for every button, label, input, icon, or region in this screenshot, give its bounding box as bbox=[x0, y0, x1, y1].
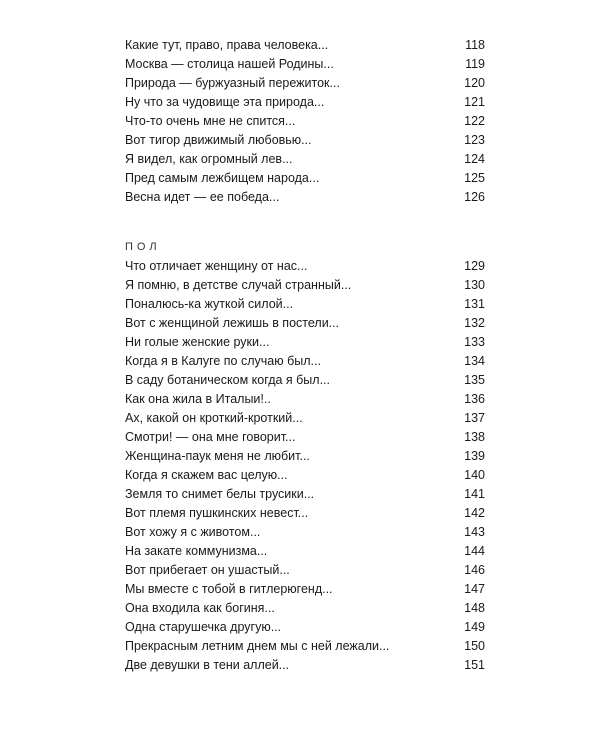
toc-entry-page: 133 bbox=[464, 335, 485, 349]
toc-entry bbox=[125, 93, 485, 112]
toc-entry-title: Когда я скажем вас целую... bbox=[125, 468, 288, 482]
toc-entry-page: 138 bbox=[464, 430, 485, 444]
toc-entry bbox=[125, 542, 485, 561]
toc-entry-page: 131 bbox=[464, 297, 485, 311]
toc-entry-title: Когда я в Калуге по случаю был... bbox=[125, 354, 321, 368]
toc-entry-page: 129 bbox=[464, 259, 485, 273]
toc-entry-page: 149 bbox=[464, 620, 485, 634]
toc-entry-page: 134 bbox=[464, 354, 485, 368]
toc-entry-title: Как она жила в Италыи!.. bbox=[125, 392, 271, 406]
toc-entry-page: 139 bbox=[464, 449, 485, 463]
toc-entry-page: 150 bbox=[464, 639, 485, 653]
toc-entry-title: Мы вместе с тобой в гитлерюгенд... bbox=[125, 582, 333, 596]
toc-entry bbox=[125, 447, 485, 466]
toc-group-1 bbox=[125, 36, 485, 207]
toc-entry-page: 142 bbox=[464, 506, 485, 520]
toc-entry-title: Весна идет — ее победа... bbox=[125, 190, 280, 204]
toc-entry-title: Какие тут, право, права человека... bbox=[125, 38, 329, 52]
toc-entry-title: Москва — столица нашей Родины... bbox=[125, 57, 334, 71]
toc-entry-title: Земля то снимет белы трусики... bbox=[125, 487, 315, 501]
toc-entry bbox=[125, 371, 485, 390]
section-gap bbox=[125, 207, 485, 238]
toc-entry-title: В саду ботаническом когда я был... bbox=[125, 373, 331, 387]
toc-entry bbox=[125, 333, 485, 352]
toc-entry-title: Что отличает женщину от нас... bbox=[125, 259, 308, 273]
toc-entry-title: Вот тигор движимый любовью... bbox=[125, 133, 312, 147]
toc-entry-page: 125 bbox=[464, 171, 485, 185]
toc-entry-page: 137 bbox=[464, 411, 485, 425]
toc-entry bbox=[125, 390, 485, 409]
toc-entry bbox=[125, 169, 485, 188]
toc-entry-title: Вот прибегает он ушастый... bbox=[125, 563, 290, 577]
toc-entry bbox=[125, 131, 485, 150]
toc-entry-title: Ни голые женские руки... bbox=[125, 335, 270, 349]
toc-entry-page: 141 bbox=[464, 487, 485, 501]
toc-entry-title: Я помню, в детстве случай странный... bbox=[125, 278, 352, 292]
toc-entry-page: 132 bbox=[464, 316, 485, 330]
toc-entry bbox=[125, 188, 485, 207]
toc-entry bbox=[125, 523, 485, 542]
toc-entry-page: 126 bbox=[464, 190, 485, 204]
toc-entry-title: Две девушки в тени аллей... bbox=[125, 658, 290, 672]
toc-entry bbox=[125, 561, 485, 580]
toc-entry bbox=[125, 618, 485, 637]
toc-entry-page: 124 bbox=[464, 152, 485, 166]
toc-entry-title: Вот хожу я с животом... bbox=[125, 525, 261, 539]
toc-entry-title: Пред самым лежбищем народа... bbox=[125, 171, 320, 185]
toc-entry bbox=[125, 656, 485, 675]
toc-entry-page: 147 bbox=[464, 582, 485, 596]
toc-entry bbox=[125, 74, 485, 93]
toc-entry bbox=[125, 485, 485, 504]
toc-group-2 bbox=[125, 257, 485, 675]
toc-entry-title: Природа — буржуазный пережиток... bbox=[125, 76, 340, 90]
toc-entry-page: 148 bbox=[464, 601, 485, 615]
toc-entry bbox=[125, 409, 485, 428]
toc-entry bbox=[125, 504, 485, 523]
toc-entry-page: 122 bbox=[464, 114, 485, 128]
toc-entry-page: 146 bbox=[464, 563, 485, 577]
toc-entry-page: 123 bbox=[464, 133, 485, 147]
toc-entry bbox=[125, 466, 485, 485]
toc-entry bbox=[125, 352, 485, 371]
toc-entry-title: Вот с женщиной лежишь в постели... bbox=[125, 316, 340, 330]
toc-entry bbox=[125, 580, 485, 599]
toc-entry bbox=[125, 276, 485, 295]
toc-entry-title: Она входила как богиня... bbox=[125, 601, 275, 615]
toc-entry bbox=[125, 637, 485, 656]
toc-entry bbox=[125, 599, 485, 618]
toc-entry bbox=[125, 55, 485, 74]
toc-entry-title: Ах, какой он кроткий-кроткий... bbox=[125, 411, 303, 425]
toc-entry-title: Ну что за чудовище эта природа... bbox=[125, 95, 325, 109]
toc-entry bbox=[125, 428, 485, 447]
toc-entry-title: Одна старушечка другую... bbox=[125, 620, 282, 634]
toc-entry bbox=[125, 150, 485, 169]
toc-entry-page: 130 bbox=[464, 278, 485, 292]
toc-entry-page: 143 bbox=[464, 525, 485, 539]
toc-entry-page: 120 bbox=[464, 76, 485, 90]
toc-entry bbox=[125, 257, 485, 276]
toc-entry-page: 135 bbox=[464, 373, 485, 387]
toc-entry-page: 118 bbox=[465, 38, 485, 52]
toc-entry bbox=[125, 36, 485, 55]
toc-entry-title: Поналюсь-ка жуткой силой... bbox=[125, 297, 294, 311]
toc-entry-page: 121 bbox=[464, 95, 485, 109]
toc-entry-title: Смотри! — она мне говорит... bbox=[125, 430, 296, 444]
toc-entry-page: 144 bbox=[464, 544, 485, 558]
toc-entry-page: 136 bbox=[464, 392, 485, 406]
table-of-contents bbox=[125, 36, 485, 675]
toc-entry-title: Я видел, как огромный лев... bbox=[125, 152, 293, 166]
toc-entry-title: На закате коммунизма... bbox=[125, 544, 268, 558]
toc-entry bbox=[125, 112, 485, 131]
toc-entry-page: 140 bbox=[464, 468, 485, 482]
toc-entry-title: Женщина-паук меня не любит... bbox=[125, 449, 310, 463]
section-heading: ПОЛ bbox=[125, 241, 161, 253]
toc-entry bbox=[125, 314, 485, 333]
toc-entry-title: Прекрасным летним днем мы с ней лежали... bbox=[125, 639, 390, 653]
toc-entry-page: 119 bbox=[465, 57, 485, 71]
toc-entry-title: Что-то очень мне не спится... bbox=[125, 114, 296, 128]
toc-entry-page: 151 bbox=[464, 658, 485, 672]
toc-entry-title: Вот племя пушкинских невест... bbox=[125, 506, 309, 520]
toc-entry bbox=[125, 295, 485, 314]
